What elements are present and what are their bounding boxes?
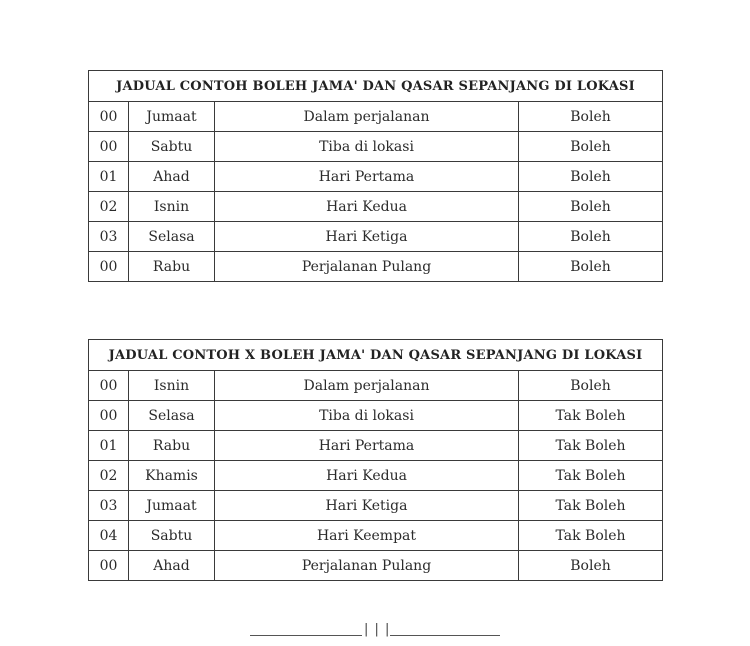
description-cell: Perjalanan Pulang: [215, 551, 519, 581]
description-cell: Hari Pertama: [215, 431, 519, 461]
day-number-cell: 00: [89, 102, 129, 132]
table-row: [89, 551, 663, 581]
day-name-cell: Sabtu: [129, 132, 215, 162]
day-number-cell: 01: [89, 431, 129, 461]
day-number-cell: 00: [89, 401, 129, 431]
day-name-cell: Isnin: [129, 192, 215, 222]
status-cell: Tak Boleh: [519, 461, 663, 491]
table-body: [89, 102, 663, 282]
table-title: JADUAL CONTOH BOLEH JAMA' DAN QASAR SEPANJANG DI LOKASI: [89, 71, 663, 102]
table-row: [89, 192, 663, 222]
status-cell: Boleh: [519, 551, 663, 581]
description-cell: Hari Kedua: [215, 461, 519, 491]
status-cell: Boleh: [519, 132, 663, 162]
footer-divider-right: [390, 635, 500, 636]
description-cell: Hari Kedua: [215, 192, 519, 222]
description-cell: Hari Pertama: [215, 162, 519, 192]
description-cell: Hari Ketiga: [215, 222, 519, 252]
table-row: [89, 222, 663, 252]
jadual-x-boleh-table: [88, 339, 663, 581]
day-name-cell: Jumaat: [129, 491, 215, 521]
day-number-cell: 00: [89, 551, 129, 581]
day-name-cell: Rabu: [129, 252, 215, 282]
description-cell: Tiba di lokasi: [215, 132, 519, 162]
description-cell: Tiba di lokasi: [215, 401, 519, 431]
day-name-cell: Khamis: [129, 461, 215, 491]
day-number-cell: 04: [89, 521, 129, 551]
day-name-cell: Sabtu: [129, 521, 215, 551]
day-name-cell: Selasa: [129, 401, 215, 431]
day-number-cell: 02: [89, 192, 129, 222]
page-footer: [0, 622, 750, 642]
footer-divider-left: [250, 635, 362, 636]
table-header-row: [89, 340, 663, 371]
table-row: [89, 431, 663, 461]
description-cell: Dalam perjalanan: [215, 371, 519, 401]
status-cell: Tak Boleh: [519, 431, 663, 461]
status-cell: Boleh: [519, 162, 663, 192]
table-title: JADUAL CONTOH X BOLEH JAMA' DAN QASAR SEPANJANG DI LOKASI: [89, 340, 663, 371]
status-cell: Tak Boleh: [519, 491, 663, 521]
day-number-cell: 00: [89, 132, 129, 162]
day-number-cell: 03: [89, 491, 129, 521]
table-row: [89, 132, 663, 162]
status-cell: Boleh: [519, 252, 663, 282]
day-number-cell: 01: [89, 162, 129, 192]
day-number-cell: 03: [89, 222, 129, 252]
page-marker: | | |: [364, 622, 391, 637]
day-name-cell: Selasa: [129, 222, 215, 252]
table-header-row: [89, 71, 663, 102]
status-cell: Boleh: [519, 371, 663, 401]
status-cell: Tak Boleh: [519, 521, 663, 551]
day-name-cell: Ahad: [129, 551, 215, 581]
table-row: [89, 401, 663, 431]
table-row: [89, 252, 663, 282]
description-cell: Hari Ketiga: [215, 491, 519, 521]
status-cell: Boleh: [519, 192, 663, 222]
day-number-cell: 02: [89, 461, 129, 491]
status-cell: Tak Boleh: [519, 401, 663, 431]
day-name-cell: Isnin: [129, 371, 215, 401]
status-cell: Boleh: [519, 222, 663, 252]
day-number-cell: 00: [89, 371, 129, 401]
description-cell: Dalam perjalanan: [215, 102, 519, 132]
table-row: [89, 371, 663, 401]
table-row: [89, 102, 663, 132]
day-name-cell: Jumaat: [129, 102, 215, 132]
day-name-cell: Rabu: [129, 431, 215, 461]
table-row: [89, 491, 663, 521]
table-row: [89, 162, 663, 192]
table-row: [89, 461, 663, 491]
day-name-cell: Ahad: [129, 162, 215, 192]
status-cell: Boleh: [519, 102, 663, 132]
jadual-boleh-table: [88, 70, 663, 282]
description-cell: Hari Keempat: [215, 521, 519, 551]
day-number-cell: 00: [89, 252, 129, 282]
table-row: [89, 521, 663, 551]
table-body: [89, 371, 663, 581]
description-cell: Perjalanan Pulang: [215, 252, 519, 282]
